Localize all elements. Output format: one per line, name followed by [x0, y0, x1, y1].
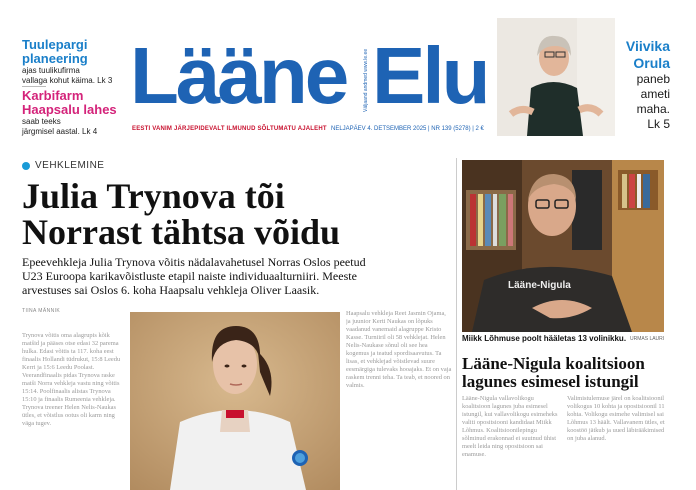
teaser-sub-line: saab teeks [22, 117, 61, 126]
side-body-column-2: Valimistulemuse järel on koalitsioonil volikogus 10 kohta ja opositsioonil 11 kohta. Volikogu esimehe valimisel sai Lõhmus 13 häält. Vallavanem ütles, et koostöö jätkub ja uued läbirääkimised on juba alanud. [567, 395, 665, 442]
masthead-vertical-text: Väljaand andmed www.le.ee [363, 48, 369, 112]
teaser-sub-line: vallaga kohut käima. Lk 3 [22, 76, 113, 85]
teaser-photo-orula[interactable] [497, 18, 615, 136]
column-divider [456, 158, 457, 490]
teaser-title-line: Tuulepargi [22, 37, 88, 52]
person-photo [497, 18, 615, 136]
side-headline[interactable] [462, 355, 672, 391]
teaser-title-line: Karbifarm [22, 88, 84, 103]
headline-line: Julia Trynova tõi [22, 176, 285, 216]
lead-line: Epeevehkleja Julia Trynova võitis nädalavahetusel Norras Oslos peetud [22, 255, 366, 269]
side-photo-credit: URMAS LAURI [630, 336, 665, 342]
teaser-sub-line: järgmisel aastal. Lk 4 [22, 127, 98, 136]
fencer-photo[interactable] [130, 312, 340, 490]
side-body-column-1: Lääne-Nigula vallavolikogu koalitsioon lagunes juba esimesel istungil, kui vallavolikogu esimeheks valiti opositsiooni kandidaat Miikk Lõhmus. Koalitsioonilepingu sõlminud erakonnad ei suutnud ühist meelt leida ning opositsioon sai enamuse. [462, 395, 558, 458]
teaser-shell-farm[interactable] [22, 89, 132, 137]
teaser-sub-line: maha. [636, 102, 670, 116]
side-headline-line: lagunes esimesel istungil [462, 372, 639, 391]
section-label-text: VEHKLEMINE [35, 160, 105, 171]
body-column-2: Haapsalu vehkleja Reet Jasmin Ojama, ja juunior Kerti Naukas on lõpuks vaadanud vanemaid alagruppe Kristo Kasse. Turniiril oli 58 vehklejat. Helen Nelis-Naukase sõnul oli see hea kogemus ja teatud spordisaavutus. Ta lisas, et vehklejad võistlevad suure eesmärgiga tulevaks hooajaks. Et on vaja raskem trenni teha. Ta teab, et noored on valmis. [346, 310, 452, 389]
body-column-1: Trynova võitis oma alagrupis kõik matšid ja pääses otse edasi 32 parema hulka. Edasi võitis ta 117. koha eest finaalis Hollandi tüdrukut, 15:8 Leedu Kerri ja 15:6 Leedu Poolast. Veerandfinaalis pidas Trynova raske matši Norra vehkleja vastu ning võitis 15:14. Poolfinaalis alistas Trynova 15:10 ja finaalis Rumeenia vehkleja. Trynova treener Helen Nelis-Naukas ütles, et võistlus ootus oli karm ning väga tugev. [22, 332, 121, 427]
side-headline-line: Lääne-Nigula koalitsioon [462, 354, 645, 373]
lead-line: arvestuses sai Oslos 6. koha Haapsalu vehkleja Oliver Laasik. [22, 283, 320, 297]
masthead-name-part1: Lääne [130, 31, 347, 120]
byline: TIINA MÄNNIK [22, 308, 61, 314]
teaser-sub-line: paneb [636, 72, 670, 86]
masthead-tagline: EESTI VANIM JÄRJEPIDEVALT ILMUNUD SÕLTUMATU AJALEHT [132, 126, 327, 132]
side-photo-caption: Miikk Lõhmuse poolt hääletas 13 volinikku. [462, 334, 627, 343]
teaser-divider [22, 86, 46, 87]
headline-line: Norrast tähtsa võidu [22, 212, 341, 252]
teaser-title-line: planeering [22, 51, 88, 66]
lead-headline[interactable] [22, 178, 452, 250]
lead-line: U23 Euroopa karikavõistluste etapil naiste individuaalturniiri. Meeste [22, 269, 357, 283]
teaser-wind-park[interactable] [22, 38, 132, 86]
teaser-title-line: Orula [633, 55, 670, 71]
section-dot-icon [22, 162, 30, 170]
teaser-orula[interactable] [600, 38, 670, 132]
teaser-sub-line: Lk 5 [647, 117, 670, 131]
fencer-photo-image [130, 312, 340, 490]
lead-paragraph [22, 255, 452, 297]
teaser-sub-line: ajas tuulikufirma [22, 66, 80, 75]
teaser-title-line: Viivika [625, 38, 670, 54]
side-story-photo[interactable] [462, 160, 664, 332]
section-label [22, 160, 104, 171]
masthead-name-part2: Elu [372, 31, 488, 120]
shirt-text: Lääne-Nigula [508, 280, 571, 291]
issue-info: NELJAPÄEV 4. DETSEMBER 2025 | NR 139 (5278) | 2 € [331, 126, 484, 132]
teaser-title-line: Haapsalu lahes [22, 102, 117, 117]
teaser-sub-line: ameti [640, 87, 670, 101]
man-photo-image [462, 160, 664, 332]
